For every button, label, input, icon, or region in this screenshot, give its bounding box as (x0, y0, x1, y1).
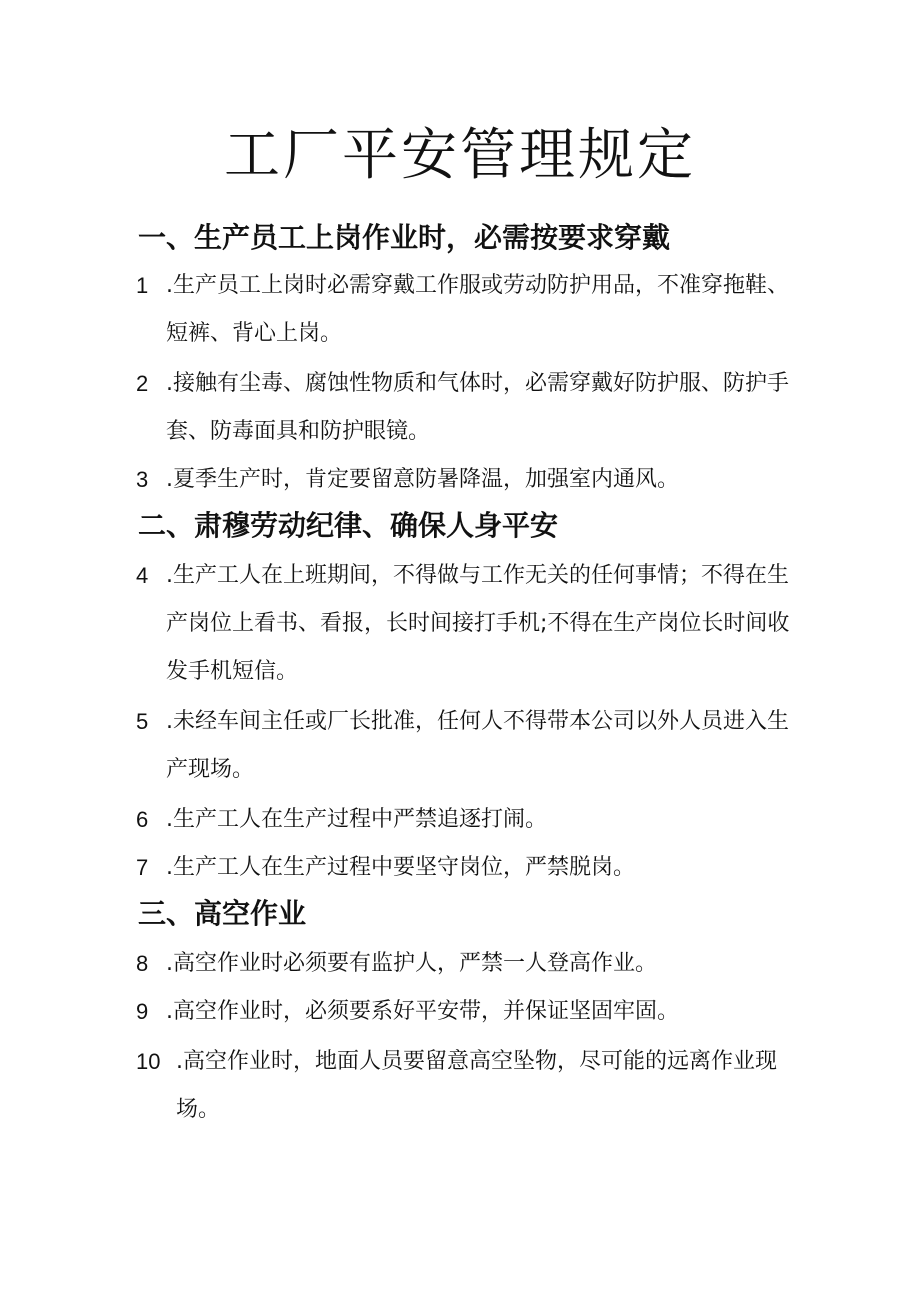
document-title: 工厂平安管理规定 (224, 123, 696, 188)
rule-item-8 (136, 940, 796, 988)
rule-number: 1 (136, 273, 149, 298)
rule-text: .接触有尘毒、腐蚀性物质和气体时，必需穿戴好防护服、防护手套、防毒面具和防护眼镜。 (166, 371, 789, 444)
rule-number: 4 (136, 563, 149, 588)
rule-item-6 (136, 796, 796, 844)
rule-text: .生产工人在生产过程中严禁追逐打闹。 (166, 807, 547, 832)
rule-text: .生产员工上岗时必需穿戴工作服或劳动防护用品，不准穿拖鞋、短裤、背心上岗。 (166, 273, 789, 346)
rule-item-10 (136, 1038, 796, 1134)
rule-number: 6 (136, 807, 149, 832)
rule-number: 8 (136, 951, 149, 976)
rule-text: .夏季生产时，肯定要留意防暑降温，加强室内通风。 (166, 467, 679, 492)
rule-number: 5 (136, 709, 149, 734)
rule-number: 10 (136, 1049, 161, 1074)
rule-text: .高空作业时，地面人员要留意高空坠物，尽可能的远离作业现场。 (176, 1049, 777, 1122)
rule-item-1 (136, 262, 796, 358)
rule-item-5 (136, 698, 796, 794)
rule-text: .未经车间主任或厂长批准，任何人不得带本公司以外人员进入生产现场。 (166, 709, 789, 782)
rule-item-9 (136, 988, 796, 1036)
section-heading-1: 一、生产员工上岗作业时，必需按要求穿戴 (138, 221, 671, 254)
rule-item-3 (136, 456, 796, 504)
rule-text: .生产工人在上班期间，不得做与工作无关的任何事情；不得在生产岗位上看书、看报，长时间接打手机;不得在生产岗位长时间收发手机短信。 (166, 563, 790, 684)
rule-text: .生产工人在生产过程中要坚守岗位，严禁脱岗。 (166, 855, 635, 880)
rule-item-4 (136, 552, 796, 696)
rule-number: 3 (136, 467, 149, 492)
section-heading-2: 二、肃穆劳动纪律、确保人身平安 (138, 509, 559, 542)
rule-number: 7 (136, 855, 149, 880)
rule-text: .高空作业时必须要有监护人，严禁一人登高作业。 (166, 951, 657, 976)
section-heading-3: 三、高空作业 (138, 897, 307, 930)
rule-item-7 (136, 844, 796, 892)
rule-number: 2 (136, 371, 149, 396)
rule-item-2 (136, 360, 796, 456)
rule-number: 9 (136, 999, 149, 1024)
rule-text: .高空作业时，必须要系好平安带，并保证坚固牢固。 (166, 999, 679, 1024)
